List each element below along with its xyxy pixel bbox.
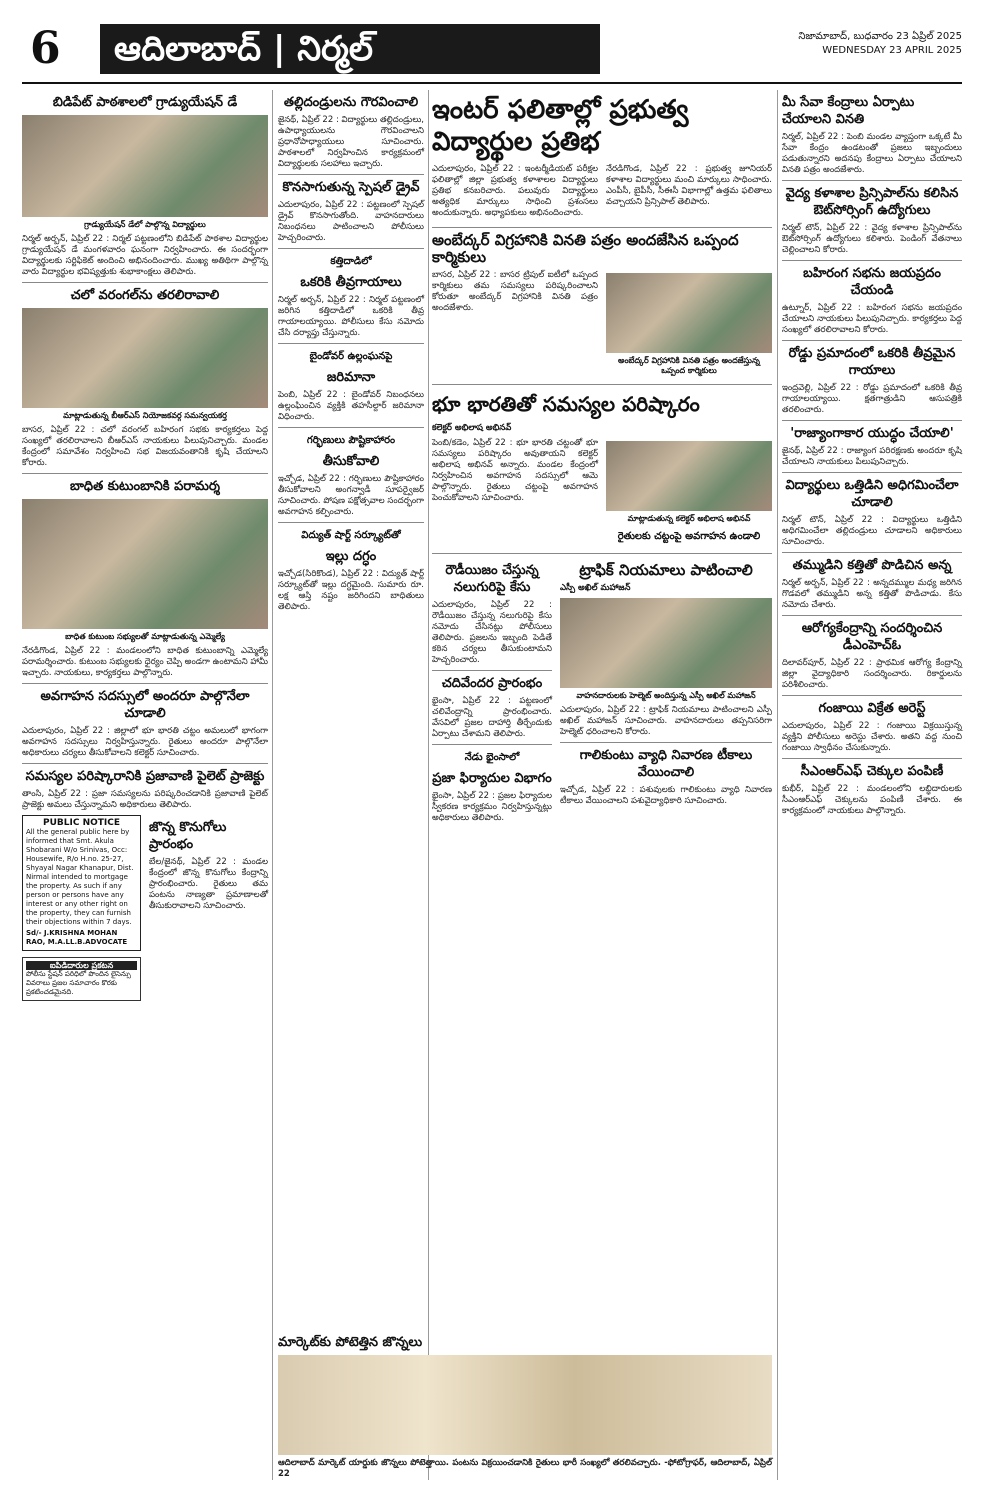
separator	[432, 553, 772, 554]
graduation-photo	[22, 115, 268, 217]
headline: తీసుకోవాలి	[322, 454, 380, 469]
article-body: నేరడిగొండ, ఏప్రిల్ 22 : ప్రభుత్వ జూనియర్ కళాశాల విద్యార్థులు మంచి మార్కులు సాధించారు. ఎంపీసీ, బైపీసీ, సీఈసీ విభాగాల్లో ఉత్తమ ఫలితాలు వచ్చాయని ప్రిన్సిపాల్ తెలిపారు.	[606, 164, 772, 207]
separator	[782, 260, 962, 261]
separator	[782, 180, 962, 181]
headline: 'రాజ్యాంగాకార యుద్ధం చేయాలి'	[790, 426, 954, 441]
separator	[278, 174, 424, 175]
separator	[278, 248, 424, 249]
article-body: ఎదులాపురం, ఏప్రిల్ 22 : గంజాయి విక్రయిస్తున్న వ్యక్తిని పోలీసులు అరెస్టు చేశారు. అతని వద్ద నుంచి గంజాయి స్వాధీనం చేసుకున్నారు.	[782, 721, 962, 753]
collector-photo	[606, 441, 772, 511]
headline: రోడ్డు ప్రమాదంలో ఒకరికి తీవ్రమైన గాయాలు	[788, 346, 956, 378]
column-divider	[777, 90, 778, 1480]
article-body: జైనథ్, ఏప్రిల్ 22 : రాజ్యాంగ పరిరక్షణకు అందరూ కృషి చేయాలని నాయకులు పిలుపునిచ్చారు.	[782, 446, 962, 467]
headline: తమ్ముడిని కత్తితో పొడిచిన అన్న	[792, 558, 952, 573]
column-2	[278, 90, 424, 617]
separator	[782, 758, 962, 759]
family-visit-photo	[22, 499, 268, 629]
article-body: ఎదులాపురం, ఏప్రిల్ 22 : ట్రాఫిక్ నియమాలు పాటించాలని ఎస్పీ అఖిల్ మహాజన్ సూచించారు. వాహనదారులు తప్పనిసరిగా హెల్మెట్ ధరించాలని కోరారు.	[560, 705, 772, 737]
separator	[22, 282, 268, 283]
headline: సీఎంఆర్ఎఫ్ చెక్కుల పంపిణీ	[800, 764, 944, 779]
article-body: నిర్మల్, ఏప్రిల్ 22 : పెంబి మండల వ్యాప్తంగా ఒక్కటే మీ సేవా కేంద్రం ఉండటంతో ప్రజలు ఇబ్బందులు పడుతున్నారని అదనపు కేంద్రాలు ఏర్పాటు చేయాలని వినతి పత్రం అందజేశారు.	[782, 132, 962, 175]
kicker: నేడు భైంసాలో	[464, 752, 520, 763]
lead-headline: ఇంటర్ ఫలితాల్లో ప్రభుత్వ విద్యార్థుల ప్రతిభ	[432, 95, 689, 157]
article-body: నిర్మల్ టౌన్, ఏప్రిల్ 22 : వైద్య కళాశాల ప్రిన్సిపాల్‌ను ఔట్‌సోర్సింగ్ ఉద్యోగులు కలిశారు. పెండింగ్ వేతనాలు చెల్లించాలని కోరారు.	[782, 223, 962, 255]
headline: మీ సేవా కేంద్రాలు ఏర్పాటు చేయాలని వినతి	[782, 95, 915, 127]
notice-signature: Sd/- J.KRISHNA MOHAN RAO, M.A.LL.B.ADVOCATE	[26, 929, 128, 946]
kicker: విద్యుత్ షార్ట్ సర్క్యూట్‌తో	[301, 530, 401, 541]
article-body: జైనథ్, ఏప్రిల్ 22 : విద్యార్థులు తల్లిదండ్రులు, ఉపాధ్యాయులను గౌరవించాలని ప్రధానోపాధ్యాయులు సూచించారు. పాఠశాలలో నిర్వహించిన కార్యక్రమంలో విద్యార్థులకు సలహాలు ఇచ్చారు.	[278, 115, 424, 169]
photo-caption: ఆదిలాబాద్ మార్కెట్ యార్డుకు జొన్నలు పోటెత్తాయి. పంటను విక్రయించడానికి రైతులు భారీ సంఖ్యలో తరలివచ్చారు. -ఫోటోగ్రాఫర్, ఆదిలాబాద్, ఏప్రిల్ 22	[278, 1458, 772, 1479]
headline: భూ భారతితో సమస్యల పరిష్కారం	[432, 392, 700, 416]
headline: ఇల్లు దగ్ధం	[325, 549, 377, 564]
headline: ప్రజా ఫిర్యాదుల విభాగం	[432, 771, 552, 786]
classified-ad	[22, 957, 141, 1001]
notice-body: All the general public here by informed that Smt. Akula Shobarani W/o Srinivas, Occ: Housewife, R/o H.no. 25-27, Shyayal Nagar Khanapur, Dist. Nirmal intended to mortgage the property. As such if any person or persons have any interest or any other right on the property, they can furnish their objections within 7 days.	[26, 828, 134, 926]
article-body: దిలావర్‌పూర్, ఏప్రిల్ 22 : ప్రాథమిక ఆరోగ్య కేంద్రాన్ని జిల్లా వైద్యాధికారి సందర్శించారు. రికార్డులను పరిశీలించారు.	[782, 658, 962, 690]
headline: చలో వరంగల్‌ను తరలిరావాలి	[70, 288, 220, 303]
byline: ఎస్పీ అఖిల్ మహాజన్	[560, 583, 631, 593]
column-divider	[272, 90, 273, 1480]
photo-caption: బాధిత కుటుంబ సభ్యులతో మాట్లాడుతున్న ఎమ్మెల్యే	[65, 632, 225, 641]
article-body: ఇచ్చోడ, ఏప్రిల్ 22 : పశువులకు గాలికుంటు వ్యాధి నివారణ టీకాలు వేయించాలని పశువైద్యాధికారి సూచించారు.	[560, 785, 772, 806]
kicker: బైండోవర్ ఉల్లంఘనపై	[309, 351, 393, 362]
headline: అంబేద్కర్ విగ్రహానికి వినతి పత్రం అందజేసిన ఒప్పంద కార్మికులు	[432, 231, 739, 266]
headline: బాధిత కుటుంబానికి పరామర్శ	[69, 479, 221, 494]
separator	[432, 670, 552, 671]
headline: వైద్య కళాశాల ప్రిన్సిపాల్‌ను కలిసిన ఔట్‌సోర్సింగ్ ఉద్యోగులు	[785, 186, 959, 218]
photo-caption: అంబేద్కర్ విగ్రహానికి వినతి పత్రం అందజేస్తున్న ఒప్పంద కార్మికులు	[618, 356, 760, 375]
traffic-police-photo	[560, 598, 772, 688]
byline: కలెక్టర్ అభిలాష అభినవ్	[432, 423, 512, 433]
bhu-bharathi-story	[432, 438, 772, 549]
photo-caption: మాట్లాడుతున్న బీఆర్ఎస్ నియోజకవర్గ సమన్వయకర్త	[63, 411, 227, 420]
article-body: ఉట్నూర్, ఏప్రిల్ 22 : బహిరంగ సభను జయప్రదం చేయాలని నాయకులు పిలుపునిచ్చారు. కార్యకర్తలు పెద్ద సంఖ్యలో తరలిరావాలని కోరారు.	[782, 303, 962, 335]
article-body: ఇచ్చోడ(సిరికొండ), ఏప్రిల్ 22 : విద్యుత్ షార్ట్ సర్క్యూట్‌తో ఇల్లు దగ్ధమైంది. సుమారు రూ. లక్ష ఆస్తి నష్టం జరిగిందని బాధితులు తెలిపారు.	[278, 569, 424, 612]
photo-caption: మాట్లాడుతున్న కలెక్టర్ అభిలాష అభినవ్	[627, 514, 751, 523]
separator	[782, 420, 962, 421]
column-3	[432, 90, 772, 828]
article-body: ఎదులాపురం, ఏప్రిల్ 22 : ఇంటర్మీడియట్ పరీక్షల ఫలితాల్లో జిల్లా ప్రభుత్వ కళాశాలల విద్యార్థులు ప్రతిభ కనబరిచారు. పలువురు విద్యార్థులు అత్యధిక మార్కులు సాధించి ప్రశంసలు అందుకున్నారు. అధ్యాపకులు అభినందించారు.	[432, 164, 598, 218]
article-body: తాంసి, ఏప్రిల్ 22 : ప్రజా సమస్యలను పరిష్కరించడానికి ప్రజావాణి పైలెట్ ప్రాజెక్టు అమలు చేస్తున్నామని అధికారులు తెలిపారు.	[22, 789, 268, 810]
market-feature	[278, 1330, 772, 1484]
article-body: నిర్మల్ అర్బన్, ఏప్రిల్ 22 : నిర్మల్ పట్టణంలోని బిడిపేట్ పాఠశాల విద్యార్థుల గ్రాడ్యుయేషన్ డే మంగళవారం ఘనంగా నిర్వహించారు. ఈ సందర్భంగా విద్యార్థులకు సర్టిఫికెట్ అందించి అభినందించారు. ముఖ్య అతిథిగా పాల్గొన్న వారు విద్యార్థుల భవిష్యత్తుకు శుభాకాంక్షలు తెలిపారు.	[22, 234, 268, 277]
headline: ఒకరికి తీవ్రగాయాలు	[300, 275, 402, 290]
lower-stories	[432, 558, 772, 828]
separator	[278, 427, 424, 428]
section-banner: ఆదిలాబాద్ | నిర్మల్	[100, 24, 600, 74]
column-4	[782, 90, 962, 821]
article-body: బేల/జైనథ్, ఏప్రిల్ 22 : మండల కేంద్రంలో జొన్న కొనుగోలు కేంద్రాన్ని ప్రారంభించారు. రైతులు తమ పంటను నాణ్యతా ప్రమాణాలతో తీసుకురావాలని సూచించారు.	[149, 857, 268, 911]
article-body: కుభీర్, ఏప్రిల్ 22 : మండలంలోని లబ్ధిదారులకు సీఎంఆర్ఎఫ్ చెక్కులను పంపిణీ చేశారు. ఈ కార్యక్రమంలో నాయకులు పాల్గొన్నారు.	[782, 784, 962, 816]
headline: మార్కెట్‌కు పోటెత్తిన జొన్నలు	[278, 1335, 423, 1350]
separator	[432, 384, 772, 385]
photo-caption: గ్రాడ్యుయేషన్ డేలో పాల్గొన్న విద్యార్థులు	[84, 220, 206, 229]
separator	[560, 742, 772, 743]
separator	[278, 343, 424, 344]
dateline	[798, 30, 962, 58]
article-body: ఇంద్రవెల్లి, ఏప్రిల్ 22 : రోడ్డు ప్రమాదంలో ఒకరికి తీవ్ర గాయాలయ్యాయి. క్షతగాత్రుడిని ఆసుపత్రికి తరలించారు.	[782, 383, 962, 415]
column-divider	[428, 90, 429, 1480]
separator	[782, 615, 962, 616]
public-notice	[22, 815, 141, 951]
lead-story	[432, 164, 772, 223]
headline: విద్యార్థులు ఒత్తిడిని అధిగమించేలా చూడాలి	[785, 478, 959, 510]
meeting-photo	[22, 308, 268, 408]
separator	[782, 552, 962, 553]
headline: గాలికుంటు వ్యాధి నివారణ టీకాలు వేయించాలి	[579, 748, 753, 780]
subheadline: రైతులకు చట్టంపై అవగాహన ఉండాలి	[617, 531, 761, 542]
headline: జరిమానా	[326, 370, 376, 385]
notice-and-article	[22, 815, 268, 1001]
article-body: ఎదులాపురం, ఏప్రిల్ 22 : రౌడీయిజం చేస్తున్న నలుగురిపై కేసు నమోదు చేసినట్లు పోలీసులు తెలిపారు. ప్రజలను ఇబ్బంది పెడితే కఠిన చర్యలు తీసుకుంటామని హెచ్చరించారు.	[432, 600, 552, 665]
separator	[22, 473, 268, 474]
dateline-telugu: నిజామాబాద్, బుధవారం 23 ఏప్రిల్ 2025	[798, 31, 962, 42]
separator	[22, 763, 268, 764]
kicker: కత్తిదాడిలో	[330, 256, 372, 267]
headline: జొన్న కొనుగోలు ప్రారంభం	[149, 820, 227, 852]
column-1	[22, 90, 268, 1001]
separator	[782, 340, 962, 341]
masthead-rule	[22, 82, 962, 84]
market-photo	[278, 1355, 772, 1455]
separator	[782, 695, 962, 696]
headline: రౌడీయిజం చేస్తున్న నలుగురిపై కేసు	[445, 563, 539, 595]
headline: తల్లిదండ్రులను గౌరవించాలి	[283, 95, 419, 110]
article-body: ఎదులాపురం, ఏప్రిల్ 22 : జిల్లాలో భూ భారతి చట్టం అమలులో భాగంగా అవగాహన సదస్సులు నిర్వహిస్తున్నారు. రైతులు అందరూ పాల్గొనేలా అధికారులు చర్యలు తీసుకోవాలని కలెక్టర్ సూచించారు.	[22, 726, 268, 758]
article-body: బాసర, ఏప్రిల్ 22 : బాసర ట్రిపుల్ ఐటీలో ఒప్పంద కార్మికులు తమ సమస్యలు పరిష్కరించాలని కోరుతూ అంబేద్కర్ విగ్రహానికి వినతి పత్రం అందజేశారు.	[432, 270, 598, 313]
article-body: పెంబి/కడెం, ఏప్రిల్ 22 : భూ భారతి చట్టంతో భూ సమస్యలు పరిష్కారం అవుతాయని కలెక్టర్ అభిలాష అభినవ్ అన్నారు. మండల కేంద్రంలో నిర్వహించిన అవగాహన సదస్సులో ఆమె పాల్గొన్నారు. రైతులు చట్టంపై అవగాహన పెంచుకోవాలని సూచించారు.	[432, 438, 598, 503]
separator	[782, 472, 962, 473]
headline: చదివేందర ప్రారంభం	[441, 676, 543, 691]
ambedkar-statue-photo	[606, 273, 772, 353]
article-body: నిర్మల్ టౌన్, ఏప్రిల్ 22 : విద్యార్థులు ఒత్తిడిని అధిగమించేలా తల్లిదండ్రులు చూడాలని అధికారులు సూచించారు.	[782, 515, 962, 547]
article-body: పెంబి, ఏప్రిల్ 22 : బైండోవర్ నిబంధనలు ఉల్లంఘించిన వ్యక్తికి తహసీల్దార్ జరిమానా విధించారు.	[278, 390, 424, 422]
headline: ఆరోగ్యకేంద్రాన్ని సందర్శించిన డీఎంహెచ్‌ఓ	[801, 621, 943, 653]
headline: కొనసాగుతున్న స్పెషల్ డ్రైవ్	[282, 180, 420, 195]
article-body: నిర్మల్ అర్బన్, ఏప్రిల్ 22 : అన్నదమ్ముల మధ్య జరిగిన గొడవలో తమ్ముడిని అన్న కత్తితో పొడిచాడు. కేసు నమోదు చేశారు.	[782, 578, 962, 610]
headline: అవగాహన సదస్సులో అందరూ పాల్గొనేలా చూడాలి	[40, 689, 250, 721]
headline: సమస్యల పరిష్కారానికి ప్రజావాణి పైలెట్ ప్రాజెక్టు	[25, 769, 265, 784]
headline: ట్రాఫిక్ నియమాలు పాటించాలి	[579, 561, 753, 579]
headline: బిడిపేట్ పాఠశాలలో గ్రాడ్యుయేషన్ డే	[52, 95, 238, 110]
separator	[432, 227, 772, 228]
headline: గంజాయి విక్రేత అరెస్ట్	[818, 701, 926, 716]
page-number: 6	[30, 23, 61, 74]
photo-caption: వాహనదారులకు హెల్మెట్ అందిస్తున్న ఎస్పీ అఖిల్ మహాజన్	[576, 691, 756, 700]
headline: బహిరంగ సభను జయప్రదం చేయండి	[803, 266, 941, 298]
article-body: నిర్మల్ అర్బన్, ఏప్రిల్ 22 : నిర్మల్ పట్టణంలో జరిగిన కత్తిదాడిలో ఒకరికి తీవ్ర గాయాలయ్యాయి. పోలీసులు కేసు నమోదు చేసి దర్యాప్తు చేస్తున్నారు.	[278, 295, 424, 338]
kicker: గర్భిణులు పౌష్టికాహారం	[306, 435, 396, 446]
article-body: భైంసా, ఏప్రిల్ 22 : పట్టణంలో చలివేంద్రాన్ని ప్రారంభించారు. వేసవిలో ప్రజల దాహార్తి తీర్చేందుకు ఏర్పాటు చేశామని తెలిపారు.	[432, 696, 552, 739]
article-body: ఇచ్చోడ, ఏప్రిల్ 22 : గర్భిణులు పౌష్టికాహారం తీసుకోవాలని అంగన్వాడీ సూపర్వైజర్ సూచించారు. పోషణ పక్షోత్సవాల సందర్భంగా అవగాహన కల్పించారు.	[278, 474, 424, 517]
ad-title: ఐపిడిదారుల ప్రకటన	[26, 961, 137, 970]
article-body: బాసర, ఏప్రిల్ 22 : చలో వరంగల్ బహిరంగ సభకు కార్యకర్తలు పెద్ద సంఖ్యలో తరలిరావాలని బీఆర్ఎస్ నాయకులు పిలుపునిచ్చారు. మండల కేంద్రంలో సమావేశం నిర్వహించి సభ విజయవంతానికి కృషి చేయాలని కోరారు.	[22, 425, 268, 468]
workers-story	[432, 270, 772, 380]
masthead	[22, 20, 962, 78]
separator	[432, 744, 552, 745]
article-body: భైంసా, ఏప్రిల్ 22 : ప్రజల ఫిర్యాదుల స్వీకరణ కార్యక్రమం నిర్వహిస్తున్నట్లు అధికారులు తెలిపారు.	[432, 791, 552, 823]
notice-title: PUBLIC NOTICE	[42, 818, 120, 828]
separator	[278, 522, 424, 523]
separator	[22, 683, 268, 684]
dateline-english: WEDNESDAY 23 APRIL 2025	[822, 45, 962, 56]
ad-body: పోలీసు స్టేషన్ పరిధిలో పొందిన లైసెన్సు వివరాలు ప్రజల సమాచారం కొరకు ప్రకటించడమైనది.	[26, 970, 131, 996]
article-body: ఎదులాపురం, ఏప్రిల్ 22 : పట్టణంలో స్పెషల్ డ్రైవ్ కొనసాగుతోంది. వాహనదారులు నిబంధనలు పాటించాలని పోలీసులు హెచ్చరించారు.	[278, 200, 424, 243]
article-body: నేరడిగొండ, ఏప్రిల్ 22 : మండలంలోని బాధిత కుటుంబాన్ని ఎమ్మెల్యే పరామర్శించారు. కుటుంబ సభ్యులకు ధైర్యం చెప్పి అండగా ఉంటామని హామీ ఇచ్చారు. నాయకులు, కార్యకర్తలు పాల్గొన్నారు.	[22, 646, 268, 678]
